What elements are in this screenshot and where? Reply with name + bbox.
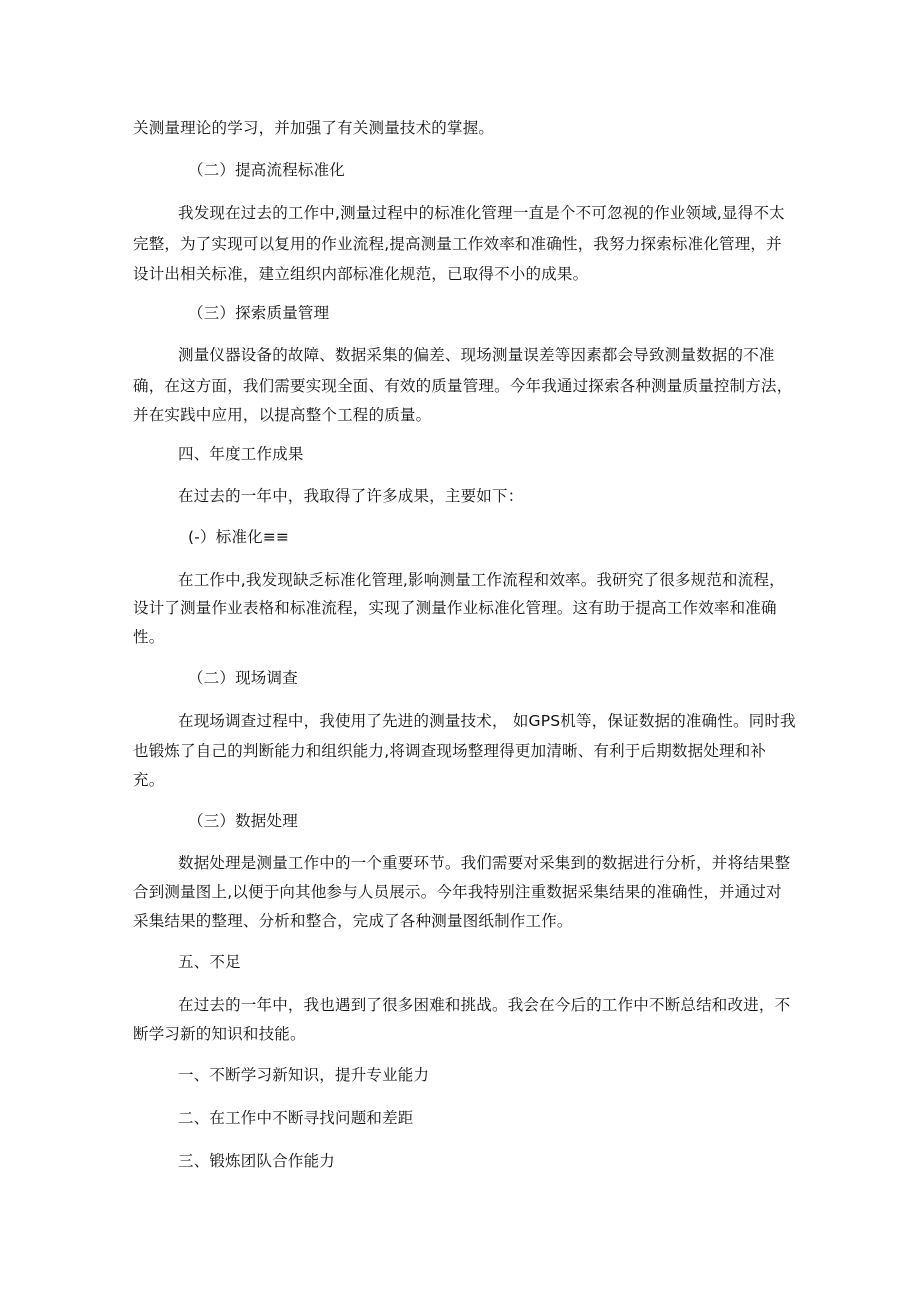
paragraph-line: 在现场调查过程中，我使用了先进的测量技术， 如GPS机等，保证数据的准确性。同时我 [178,712,796,730]
paragraph-line: 合到测量图上,以便于向其他参与人员展示。今年我特别注重数据采集结果的准确性，并通过对 [133,883,782,901]
list-item: 三、锻炼团队合作能力 [178,1152,336,1170]
section-heading: （三）探索质量管理 [188,304,330,322]
paragraph-line: 确，在这方面，我们需要实现全面、有效的质量管理。今年我通过探索各种测量质量控制方法， [133,377,793,395]
paragraph-line: 充。 [133,771,165,789]
paragraph-line: 在过去的一年中，我取得了许多成果，主要如下： [178,487,524,505]
paragraph-line: 也锻炼了自己的判断能力和组织能力,将调查现场整理得更加清晰、有利于后期数据处理和补 [133,742,767,760]
paragraph-line: 完整，为了实现可以复用的作业流程,提高测量工作效率和准确性，我努力探索标准化管理，并 [133,235,782,253]
paragraph-line: 在过去的一年中，我也遇到了很多困难和挑战。我会在今后的工作中不断总结和改进，不 [178,996,791,1014]
paragraph-line: 并在实践中应用，以提高整个工程的质量。 [133,406,432,424]
section-heading: (-）标准化≡≡ [188,528,290,546]
paragraph-line: 断学习新的知识和技能。 [133,1025,306,1043]
paragraph-line: 我发现在过去的工作中,测量过程中的标准化管理一直是个不可忽视的作业领域,显得不太 [178,204,785,222]
paragraph-line: 性。 [133,628,165,646]
paragraph-line: 在工作中,我发现缺乏标准化管理,影响测量工作流程和效率。我研究了很多规范和流程， [178,571,785,589]
paragraph-line: 采集结果的整理、分析和整合，完成了各种测量图纸制作工作。 [133,912,573,930]
paragraph-line: 设计了测量作业表格和标准流程，实现了测量作业标准化管理。这有助于提高工作效率和准确 [133,599,777,617]
section-heading: （三）数据处理 [188,812,298,830]
paragraph-line: 关测量理论的学习，并加强了有关测量技术的掌握。 [133,119,495,137]
section-heading: （二）提高流程标准化 [188,161,346,179]
list-item: 二、在工作中不断寻找问题和差距 [178,1109,414,1127]
section-heading: 五、不足 [178,953,241,971]
section-heading: 四、年度工作成果 [178,445,304,463]
list-item: 一、不断学习新知识，提升专业能力 [178,1066,430,1084]
paragraph-line: 数据处理是测量工作中的一个重要环节。我们需要对采集到的数据进行分析，并将结果整 [178,854,791,872]
paragraph-line: 测量仪器设备的故障、数据采集的偏差、现场测量误差等因素都会导致测量数据的不准 [178,346,775,364]
paragraph-line: 设计出相关标准，建立组织内部标准化规范，已取得不小的成果。 [133,265,589,283]
section-heading: （二）现场调查 [188,669,298,687]
